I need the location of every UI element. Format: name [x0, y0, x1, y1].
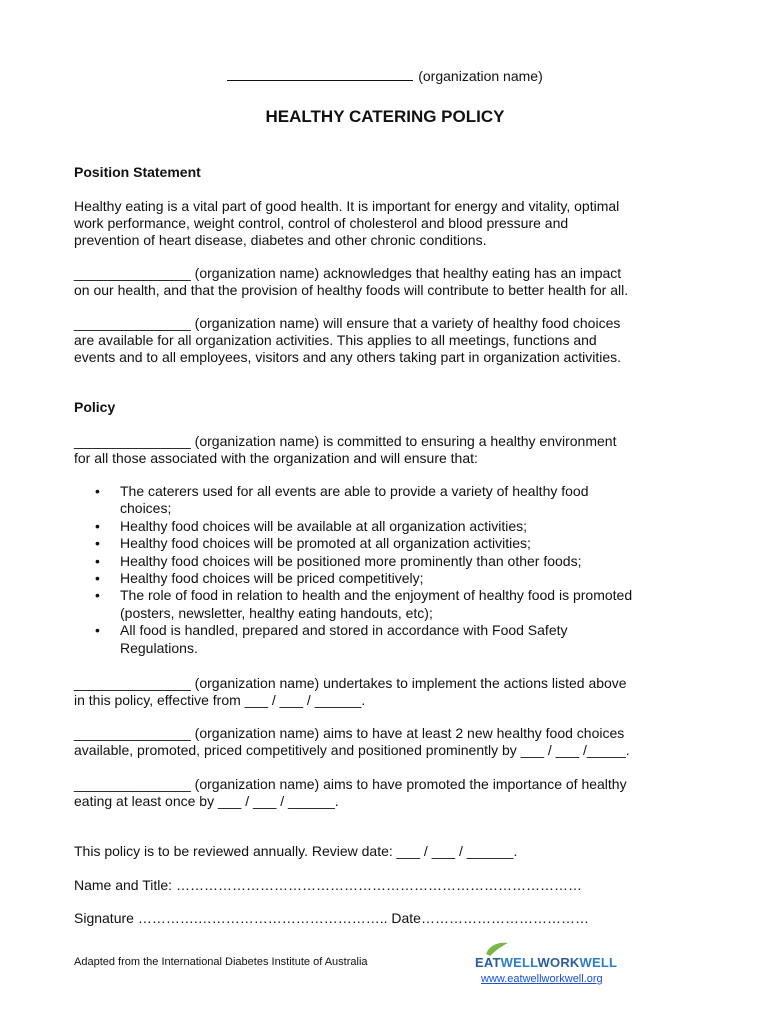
logo-part: WELL [500, 955, 538, 970]
organization-name-label: (organization name) [418, 68, 543, 84]
text-line: available, promoted, priced competitively and positioned prominently by ___ / ___ /_____. [74, 742, 630, 758]
text-line: _______________ (organization name) undertakes to implement the actions listed above [74, 675, 627, 691]
bullet-text: choices; [120, 500, 172, 517]
bullet-text: • The role of food in relation to health and the enjoyment of healthy food is promoted [120, 587, 633, 604]
bullet-text: • The caterers used for all events are able to provide a variety of healthy food [120, 483, 589, 499]
policy-intro [74, 433, 704, 467]
policy-heading: Policy [74, 399, 116, 415]
organization-name-blank[interactable] [227, 67, 413, 81]
text-line: prevention of heart disease, diabetes and other chronic conditions. [74, 232, 487, 248]
text-line: in this policy, effective from ___ / ___ / ______. [74, 692, 366, 708]
text-line: eating at least once by ___ / ___ / ______. [74, 793, 339, 809]
bullet-text: (posters, newsletter, healthy eating handouts, etc); [120, 604, 433, 621]
attribution-note: Adapted from the International Diabetes Institute of Australia [74, 956, 368, 968]
aim-choices-paragraph [74, 725, 704, 759]
list-item [74, 483, 714, 518]
bullet-text: • Healthy food choices will be positioned more prominently than other foods; [120, 552, 582, 569]
list-item [74, 622, 714, 657]
list-item [74, 553, 714, 570]
text-line: _______________ (organization name) will ensure that a variety of healthy food choices [74, 315, 621, 331]
name-title-field[interactable]: Name and Title: …………………………………………………………………………… [74, 877, 582, 893]
logo-part: WELL [579, 955, 618, 970]
text-line: on our health, and that the provision of healthy foods will contribute to better health for all. [74, 282, 629, 298]
text-line: events and to all employees, visitors and any others taking part in organization activities. [74, 349, 622, 365]
list-item [74, 570, 714, 587]
bullet-text: • All food is handled, prepared and stored in accordance with Food Safety [120, 622, 568, 639]
page-title: HEALTHY CATERING POLICY [265, 107, 505, 126]
text-line: _______________ (organization name) acknowledges that healthy eating has an impact [74, 265, 622, 281]
text-line: _______________ (organization name) aims to have promoted the importance of healthy [74, 776, 627, 792]
list-item [74, 518, 714, 535]
logo-part: WORK [537, 955, 580, 970]
bullet-text: • Healthy food choices will be priced competitively; [120, 570, 424, 587]
signature-date-field[interactable]: Signature ………….………………………………….. Date……………………………… [74, 910, 589, 926]
logo-part: EAT [475, 955, 501, 970]
undertake-paragraph [74, 675, 704, 709]
text-line: _______________ (organization name) aims to have at least 2 new healthy food choices [74, 725, 625, 741]
aim-promotion-paragraph [74, 776, 704, 810]
position-paragraph-2 [74, 265, 704, 299]
text-line: Healthy eating is a vital part of good health. It is important for energy and vitality, optimal [74, 198, 620, 214]
organization-name-header [0, 67, 770, 84]
text-line: are available for all organization activities. This applies to all meetings, functions and [74, 332, 597, 348]
list-item [74, 535, 714, 552]
eatwellworkwell-logo [475, 955, 617, 970]
text-line: work performance, weight control, control of cholesterol and blood pressure and [74, 215, 569, 231]
bullet-text: • Healthy food choices will be available at all organization activities; [120, 517, 527, 534]
bullet-text: • Healthy food choices will be promoted at all organization activities; [120, 535, 531, 552]
policy-bullet-list [74, 483, 714, 657]
list-item [74, 587, 714, 622]
position-paragraph-3 [74, 315, 704, 366]
text-line: for all those associated with the organization and will ensure that: [74, 450, 478, 466]
review-date-line: This policy is to be reviewed annually. Review date: ___ / ___ / ______. [74, 843, 518, 859]
text-line: _______________ (organization name) is committed to ensuring a healthy environment [74, 433, 617, 449]
position-paragraph-1 [74, 198, 704, 249]
position-statement-heading: Position Statement [74, 164, 201, 180]
website-link[interactable]: www.eatwellworkwell.org [481, 973, 603, 985]
bullet-text: Regulations. [120, 639, 198, 656]
